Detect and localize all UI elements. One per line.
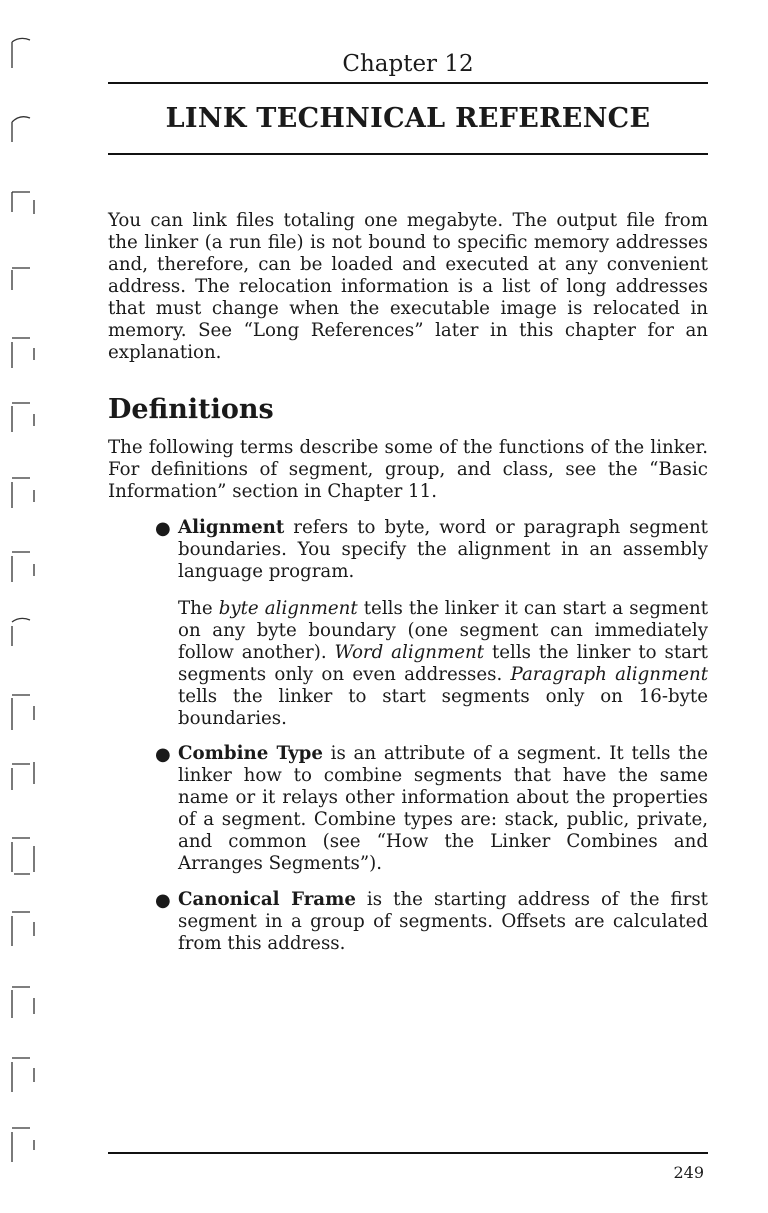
bullet-icon: ● [155,744,171,765]
definition-alignment-text: refers to byte, word or paragraph segment boundaries. You specify the alignment in an assembly language program. [178,517,708,582]
definition-canonical-frame [178,889,708,955]
definitions-intro-paragraph: The following terms describe some of the functions of the linker. For definitions of segment, group, and class, see the “Basic Information” section in Chapter 11. [108,437,708,502]
chapter-label: Chapter 12 [342,51,474,77]
detail-text: tells the linker it can start a segment on any byte boundary (one segment can immediately follow another). [178,598,709,663]
detail-text: tells the linker to start segments only on 16-byte boundaries. [178,686,708,729]
definition-alignment [178,517,708,583]
definition-canonical-frame-text: is the starting address of the first segment in a group of segments. Offsets are calculated from this address. [178,889,708,954]
page-title: LINK TECHNICAL REFERENCE [165,103,651,134]
term-paragraph-alignment: Paragraph alignment [510,664,709,685]
term-combine-type: Combine Type [178,743,323,764]
footer-rule [108,1152,708,1154]
detail-text: The [178,598,219,619]
definition-combine-type [178,743,708,875]
detail-text: tells the linker to start segments only on even addresses. [178,642,708,685]
term-byte-alignment: byte alignment [218,598,358,619]
term-alignment: Alignment [178,517,285,538]
definition-combine-type-text: is an attribute of a segment. It tells the linker how to combine segments that have the same name or it relays other information about the properties of a segment. Combine types are: stack, public, private, and common (see “How the Linker Combines and Arranges Segments”). [178,743,708,874]
title-rule [108,153,708,155]
term-word-alignment: Word alignment [334,642,485,663]
header-rule [108,82,708,84]
bullet-icon: ● [155,518,171,539]
section-heading-definitions: Definitions [108,394,274,425]
term-canonical-frame: Canonical Frame [178,889,356,910]
page-number: 249 [673,1163,704,1182]
bullet-icon: ● [155,890,171,911]
intro-paragraph: You can link files totaling one megabyte. The output file from the linker (a run file) is not bound to specific memory addresses and, therefore, can be loaded and executed at any convenient address. The relocation information is a list of long addresses that must change when the executable image is relocated in memory. See “Long References” later in this chapter for an explanation. [108,210,708,363]
alignment-detail-paragraph [178,598,708,730]
binder-hole-marks [0,0,48,1213]
